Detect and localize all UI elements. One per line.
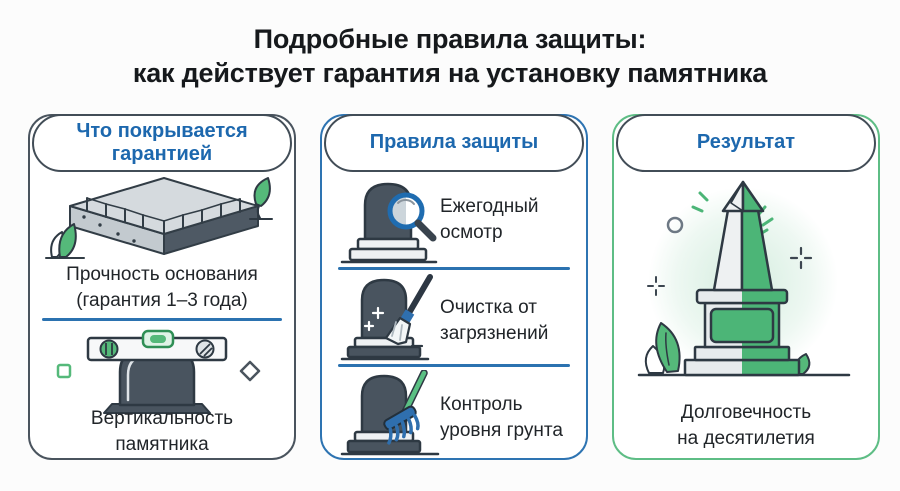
coverage-item-verticality-label: Вертикальность памятника (90, 408, 234, 455)
coverage-item-foundation-label: Прочность основания (гарантия 1–3 года) (66, 264, 258, 311)
rules-divider-1 (338, 267, 570, 270)
card-rules-header (324, 114, 584, 172)
coverage-divider (42, 318, 282, 321)
page-title-line2: как действует гарантия на установку памятника (132, 58, 768, 88)
result-durability-label: Долговечность на десятилетия (677, 402, 815, 449)
rules-divider-2 (338, 364, 570, 367)
rule-soil-label: Контроль уровня грунта (440, 394, 563, 441)
card-rules-header-label: Правила защиты (369, 131, 539, 153)
card-coverage-header (32, 114, 292, 172)
card-result (612, 114, 880, 460)
card-result-header (616, 114, 876, 172)
card-result-header-label: Результат (696, 131, 796, 153)
page-title-line1: Подробные правила защиты: (253, 24, 647, 54)
card-coverage (28, 114, 296, 460)
monument-obelisk-icon (623, 172, 873, 384)
card-rules (320, 114, 588, 460)
card-coverage-header-label: Что покрывается гарантией (76, 119, 248, 165)
foundation-slab-icon (44, 174, 284, 260)
rule-inspection-label: Ежегодный осмотр (440, 196, 539, 243)
inspection-magnifier-icon (340, 178, 444, 266)
green-square-decoration (58, 365, 70, 377)
plaque (711, 309, 773, 342)
soil-rake-icon (340, 370, 444, 458)
rule-cleaning-label: Очистка от загрязнений (440, 297, 549, 344)
cleaning-brush-icon (340, 274, 444, 362)
diamond-decoration (241, 362, 259, 380)
page-title (0, 22, 900, 90)
spirit-level-icon (52, 328, 272, 414)
